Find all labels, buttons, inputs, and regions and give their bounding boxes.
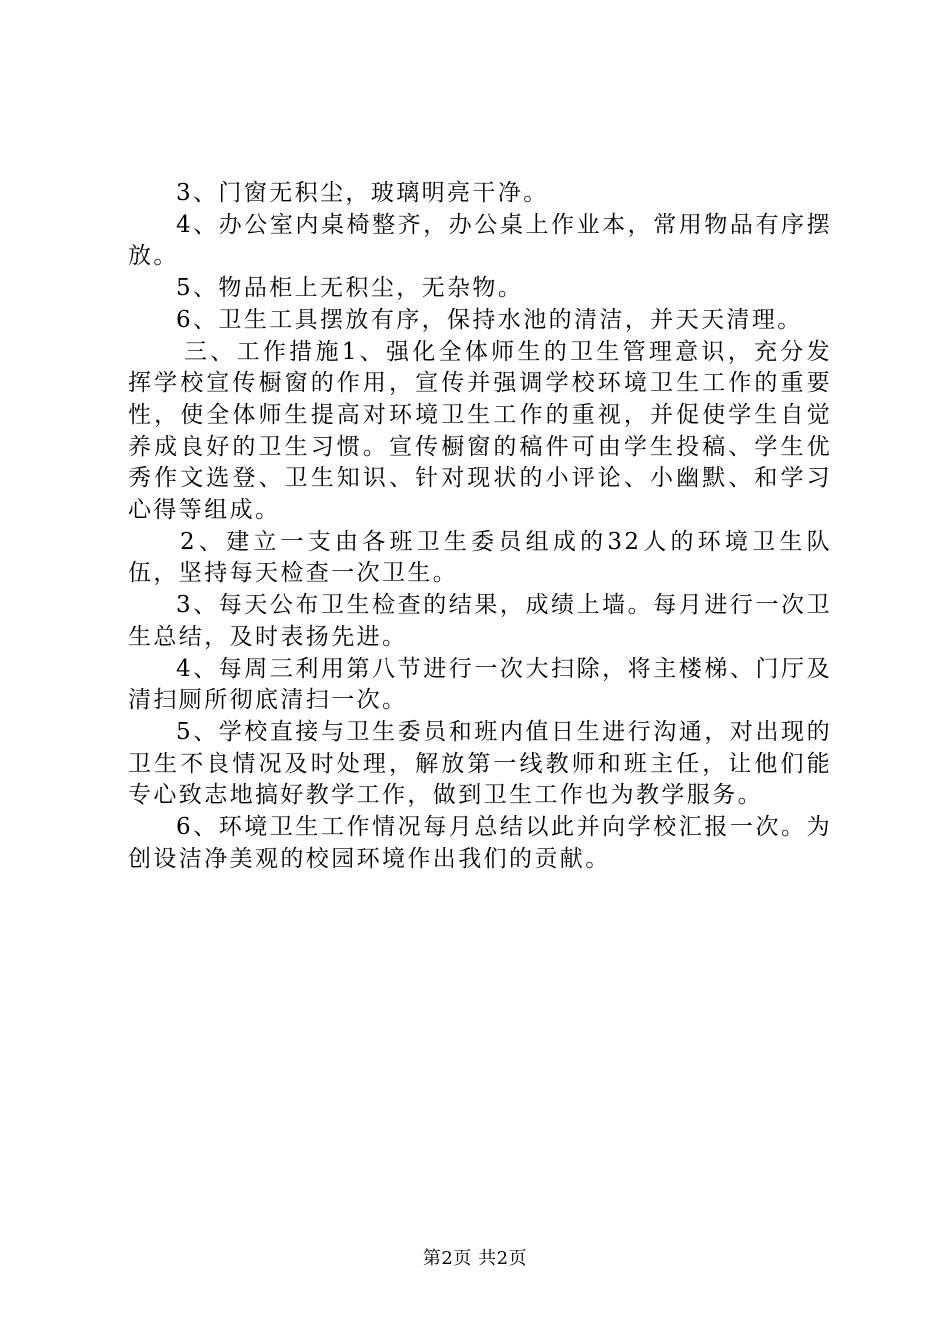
document-body xyxy=(128,178,832,875)
paragraph-item-5: 5、物品柜上无积尘，无杂物。 xyxy=(176,275,524,302)
paragraph-item-4: 4、办公室内桌椅整齐，办公桌上作业本，常用物品有序摆放。 xyxy=(128,211,832,270)
paragraph-item-3: 3、门窗无积尘，玻璃明亮干净。 xyxy=(176,180,549,206)
measure-item-2: 2、建立一支由各班卫生委员组成的32人的环境卫生队伍，坚持每天检查一次卫生。 xyxy=(128,528,832,587)
section-work-measures: 三、工作措施1、强化全体师生的卫生管理意识，充分发挥学校宣传橱窗的作用，宣传并强调学校环境卫生工作的重要性，使全体师生提高对环境卫生工作的重视，并促使学生自觉养成良好的卫生习惯。宣传橱窗的稿件可由学生投稿、学生优秀作文选登、卫生知识、针对现状的小评论、小幽默、和学习心得等组成。 xyxy=(128,338,832,524)
page-footer: 第2页 共2页 xyxy=(422,1248,528,1269)
measure-item-3: 3、每天公布卫生检查的结果，成绩上墙。每月进行一次卫生总结，及时表扬先进。 xyxy=(128,592,832,650)
paragraph-item-6: 6、卫生工具摆放有序，保持水池的清洁，并天天清理。 xyxy=(176,306,803,333)
measure-item-5: 5、学校直接与卫生委员和班内值日生进行沟通，对出现的卫生不良情况及时处理，解放第一线教师和班主任，让他们能专心致志地搞好教学工作，做到卫生工作也为教学服务。 xyxy=(128,718,832,809)
measure-item-4: 4、每周三利用第八节进行一次大扫除，将主楼梯、门厅及清扫厕所彻底清扫一次。 xyxy=(128,655,832,714)
measure-item-6: 6、环境卫生工作情况每月总结以此并向学校汇报一次。为创设洁净美观的校园环境作出我们的贡献。 xyxy=(128,814,832,872)
